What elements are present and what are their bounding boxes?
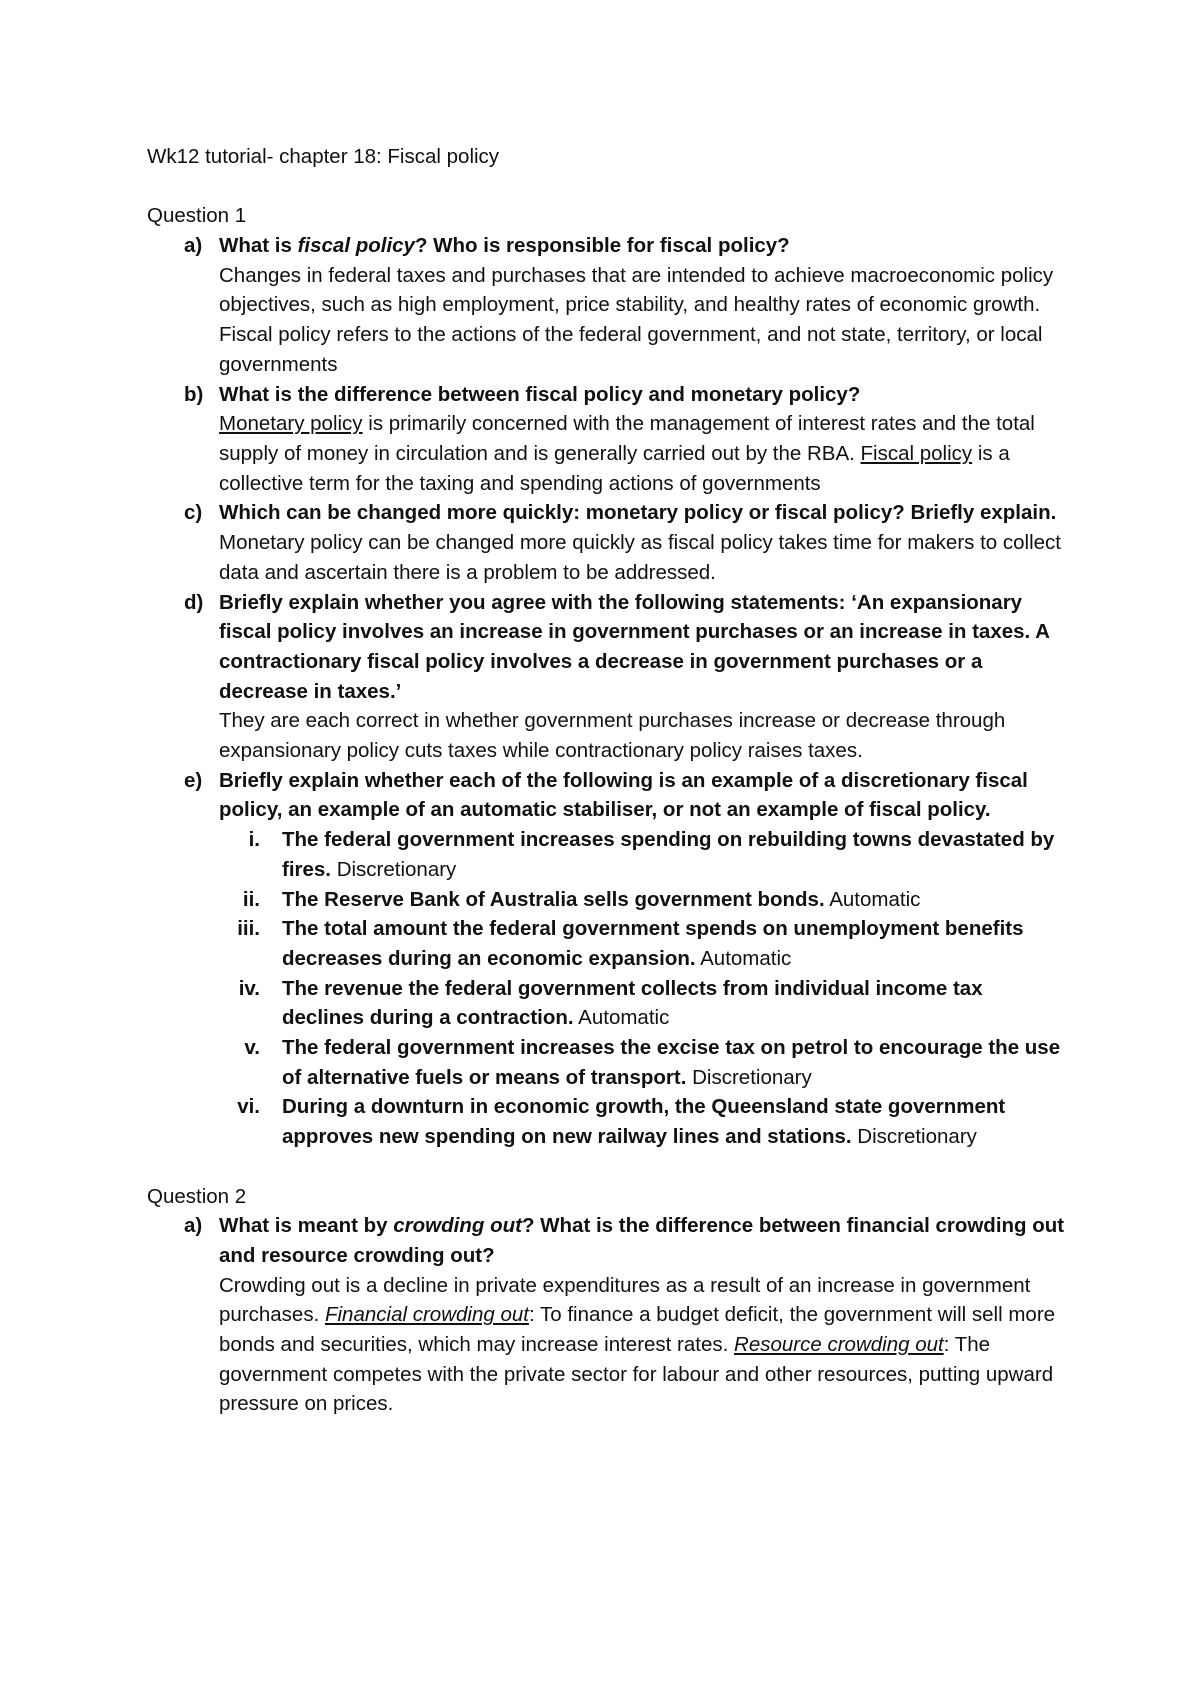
- roman-marker: iii.: [237, 917, 260, 941]
- q1e-item-text: During a downturn in economic growth, the Queensland state government approves new spending on new railway lines and stations.: [282, 1095, 1006, 1149]
- q1e-item-answer: Automatic: [824, 887, 921, 911]
- q2a-answer-financial: : To finance a budget deficit, the government will sell more bonds and securities, which may increase interest rates.: [219, 1303, 1056, 1357]
- q1e-item-answer: Automatic: [573, 1006, 670, 1030]
- q1e-item-answer: Discretionary: [851, 1125, 977, 1149]
- document-body: [147, 142, 1067, 1419]
- list-marker: d): [184, 590, 204, 614]
- roman-marker: v.: [244, 1036, 260, 1060]
- q1e-question: Briefly explain whether each of the following is an example of a discretionary fiscal policy, an example of an automatic stabiliser, or not an example of fiscal policy.: [219, 768, 1028, 822]
- q1b-answer-part2: is a collective term for the taxing and spending actions of governments: [219, 441, 1010, 495]
- question-2-heading: Question 2: [147, 1184, 247, 1208]
- q1e-item-i: [147, 825, 1067, 884]
- q2a-term-resource: Resource crowding out: [734, 1333, 944, 1357]
- list-marker: c): [184, 501, 203, 525]
- q1e-item-text: The revenue the federal government collects from individual income tax declines during a contraction.: [282, 976, 983, 1030]
- list-marker: a): [184, 234, 203, 258]
- q1b-term-monetary: Monetary policy: [219, 412, 363, 436]
- q2a-question-post: ? What is the difference between financial crowding out and resource crowding out?: [219, 1214, 1065, 1267]
- q1e-item-iii: [147, 914, 1067, 973]
- list-marker: e): [184, 768, 203, 792]
- q1c-question: Which can be changed more quickly: monetary policy or fiscal policy? Briefly explain.: [219, 501, 1057, 525]
- q1-part-d: [147, 588, 1067, 766]
- q2a-answer: [219, 1271, 1067, 1420]
- list-marker: a): [184, 1214, 203, 1238]
- q1d-question: Briefly explain whether you agree with the following statements: ‘An expansionary fiscal policy involves an increase in government purchases or an increase in taxes. A contractionary fiscal policy involves a decrease in government purchases or a decrease in taxes.’: [219, 590, 1050, 703]
- q2a-answer-resource: : The government competes with the private sector for labour and other resources, putting upward pressure on prices.: [219, 1333, 1054, 1416]
- q1a-question: [219, 231, 1067, 261]
- q1-part-c: [147, 498, 1067, 587]
- q1e-item-text: The federal government increases spending on rebuilding towns devastated by fires.: [282, 828, 1055, 881]
- page-title: Wk12 tutorial- chapter 18: Fiscal policy: [147, 145, 500, 168]
- q1-part-b: [147, 380, 1067, 499]
- list-marker: b): [184, 382, 204, 406]
- question-1-heading: Question 1: [147, 204, 247, 228]
- q1a-question-pre: What is: [219, 234, 298, 258]
- q1e-item-answer: Automatic: [695, 946, 792, 970]
- q1e-item-text: The Reserve Bank of Australia sells government bonds.: [282, 887, 825, 911]
- q1e-item-text: The total amount the federal government spends on unemployment benefits decreases during an economic expansion.: [282, 917, 1024, 970]
- q1e-item-answer: Discretionary: [686, 1065, 812, 1089]
- q2a-answer-intro: Crowding out is a decline in private expenditures as a result of an increase in government purchases.: [219, 1273, 1031, 1327]
- q1e-item-vi: [147, 1092, 1067, 1151]
- q1-part-e: [147, 766, 1067, 825]
- roman-marker: vi.: [237, 1095, 260, 1119]
- q1d-answer: They are each correct in whether government purchases increase or decrease through expansionary policy cuts taxes while contractionary policy raises taxes.: [219, 709, 1006, 763]
- q1b-answer: [219, 409, 1067, 498]
- roman-marker: ii.: [242, 887, 260, 911]
- q1e-item-v: [147, 1033, 1067, 1092]
- q2a-question-pre: What is meant by: [219, 1214, 394, 1238]
- roman-marker: i.: [248, 828, 260, 852]
- q1b-answer-part1: is primarily concerned with the management of interest rates and the total supply of money in circulation and is generally carried out by the RBA.: [219, 412, 1035, 465]
- roman-marker: iv.: [238, 976, 260, 1000]
- q2a-term-financial: Financial crowding out: [324, 1303, 529, 1327]
- q1-part-a: [147, 231, 1067, 380]
- q1a-question-post: ? Who is responsible for fiscal policy?: [414, 234, 790, 258]
- q1a-question-term: fiscal policy: [297, 234, 415, 258]
- q2a-question-term: crowding out: [393, 1214, 522, 1238]
- q2a-question: [219, 1211, 1067, 1270]
- q1e-item-answer: Discretionary: [331, 857, 457, 881]
- q1e-item-text: The federal government increases the excise tax on petrol to encourage the use of alternative fuels or means of transport.: [282, 1036, 1061, 1089]
- q1c-answer: Monetary policy can be changed more quickly as fiscal policy takes time for makers to collect data and ascertain there is a problem to be addressed.: [219, 531, 1062, 584]
- q1b-term-fiscal: Fiscal policy: [860, 441, 973, 465]
- q1e-item-ii: [147, 885, 1067, 915]
- q1b-question: What is the difference between fiscal policy and monetary policy?: [219, 382, 861, 406]
- q1e-item-iv: [147, 974, 1067, 1033]
- q1a-answer: Changes in federal taxes and purchases that are intended to achieve macroeconomic policy objectives, such as high employment, price stability, and healthy rates of economic growth. Fiscal policy refers to the actions of the federal government, and not state, territory, or local governments: [219, 263, 1054, 376]
- q2-part-a: [147, 1211, 1067, 1419]
